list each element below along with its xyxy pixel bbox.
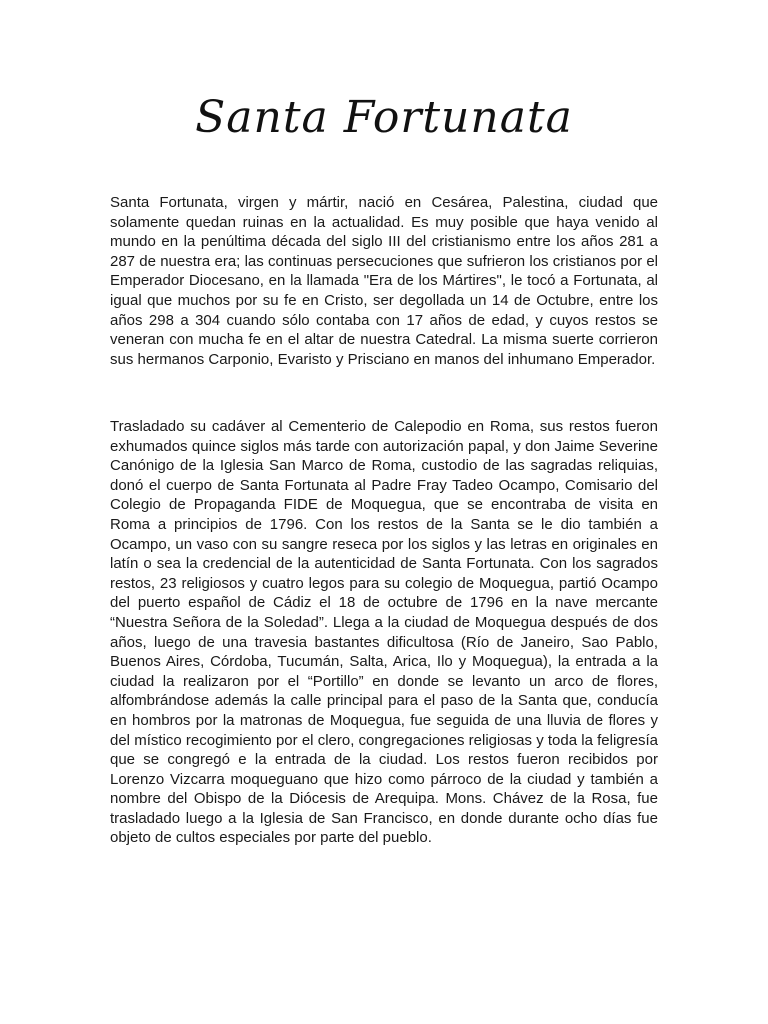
paragraph-translation-history: Trasladado su cadáver al Cementerio de Calepodio en Roma, sus restos fueron exhumados quince siglos más tarde con autorización papal, y don Jaime Severine Canónigo de la Iglesia San Marco de Roma, custodio de las sagradas reliquias, donó el cuerpo de Santa Fortunata al Padre Fray Tadeo Ocampo, Comisario del Colegio de Propaganda FIDE de Moquegua, que se encontraba de visita en Roma a principios de 1796. Con los restos de la Santa se le dio también a Ocampo, un vaso con su sangre reseca por los siglos y las letras en originales en latín o sea la credencial de la autenticidad de Santa Fortunata. Con los sagrados restos, 23 religiosos y cuatro legos para su colegio de Moquegua, partió Ocampo del puerto español de Cádiz el 18 de octubre de 1796 en la nave mercante “Nuestra Señora de la Soledad”. Llega a la ciudad de Moquegua después de dos años, luego de una travesia bastantes dificultosa (Río de Janeiro, Sao Pablo, Buenos Aires, Córdoba, Tucumán, Salta, Arica, Ilo y Moquegua), la entrada a la ciudad la realizaron por el “Portillo” en donde se levanto un arco de flores, alfombrándose además la calle principal para el paso de la Santa que, conducía en hombros por la matronas de Moquegua, fue seguida de una lluvia de flores y del místico recogimiento por el clero, congregaciones religiosas y toda la feligresía que se congregó e la entrada de la ciudad. Los restos fueron recibidos por Lorenzo Vizcarra moqueguano que hizo como párroco de la ciudad y también a nombre del Obispo de la Diócesis de Arequipa. Mons. Chávez de la Rosa, fue trasladado luego a la Iglesia de San Francisco, en donde durante ocho días fue objeto de cultos especiales por parte del pueblo.: [110, 418, 658, 847]
document-title: Santa Fortunata: [195, 92, 573, 143]
paragraph-intro: Santa Fortunata, virgen y mártir, nació en Cesárea, Palestina, ciudad que solamente quedan ruinas en la actualidad. Es muy posible que haya venido al mundo en la penúltima década del siglo III del cristianismo entre los años 281 a 287 de nuestra era; las continuas persecuciones que sufrieron los cristianos por el Emperador Diocesano, en la llamada "Era de los Mártires", le tocó a Fortunata, al igual que muchos por su fe en Cristo, ser degollada un 14 de Octubre, entre los años 298 a 304 cuando sólo contaba con 17 años de edad, y cuyos restos se veneran con mucha fe en el altar de nuestra Catedral. La misma suerte corrieron sus hermanos Carponio, Evaristo y Prisciano en manos del inhumano Emperador.: [110, 194, 658, 368]
